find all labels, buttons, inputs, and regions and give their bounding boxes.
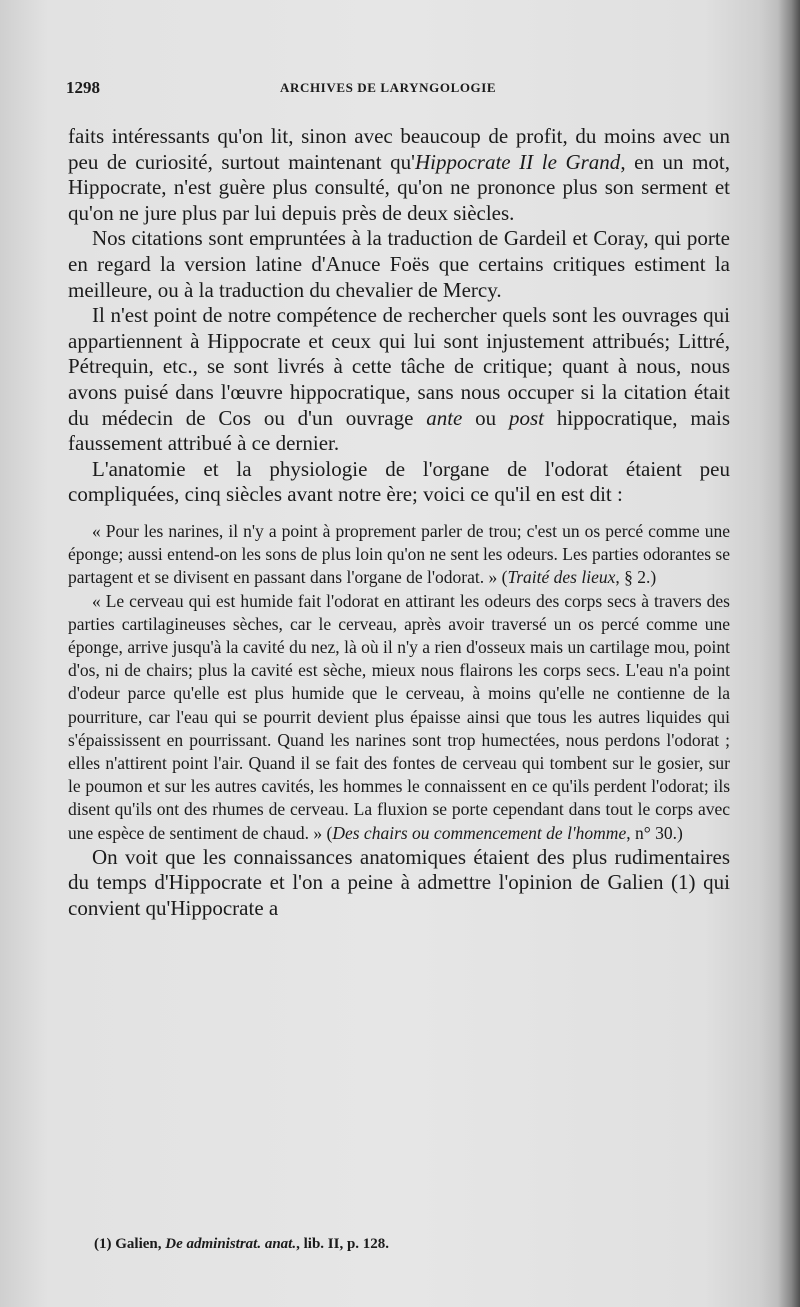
paragraph-3-ou: ou [462,405,509,430]
paragraph-1-italic: Hippocrate II le Grand [414,149,621,174]
quotation-1-reference: Traité des lieux [507,567,616,588]
journal-title: ARCHIVES DE LARYNGOLOGIE [280,80,497,95]
page-number: 1298 [66,78,100,97]
footnote-text-a: (1) Galien, [94,1236,166,1252]
paragraph-3-post: post [509,405,545,430]
running-head [66,78,726,102]
quotation-1-text-a: « Pour les narines, il n'y a point à proprement parler de trou; c'est un os percé comme une éponge; aussi entend-on les sons de plus loin qu'on ne sent les odeurs. Les parties odorantes se partagent et se divisent en passant dans l'organe de l'odorat. » ( [68,520,730,588]
footnote [94,1236,734,1253]
paragraph-1-text-b: , en un mot, Hippocrate, n'est guère plus consulté, qu'on ne prononce plus son serment et qu'on ne jure plus par lui depuis près de deux siècles. [68,149,731,225]
paragraph-3-text-b: hippocratique, mais faussement attribué à ce dernier. [68,405,731,456]
body-text [68,124,730,922]
paragraph-1-text-a: faits intéressants qu'on lit, sinon avec beaucoup de profit, du moins avec un peu de curiosité, surtout maintenant qu' [68,124,730,174]
paragraph-conclusion: On voit que les connaissances anatomiques étaient des plus rudimentaires du temps d'Hippocrate et l'on a peine à admettre l'opinion de Galien (1) qui convient qu'Hippocrate a [68,844,730,920]
paragraph-4: L'anatomie et la physiologie de l'organe de l'odorat étaient peu compliquées, cinq siècles avant notre ère; voici ce qu'il en est dit : [68,456,730,507]
paragraph-3-text-a: Il n'est point de notre compétence de rechercher quels sont les ouvrages qui appartiennent à Hippocrate et ceux qui lui sont injustement attribués; Littré, Pétrequin, etc., se sont livrés à cette tâche de critique; quant à nous, nous avons puisé dans l'œuvre hippocratique, sans nous occuper si la citation était du médecin de Cos ou d'un ouvrage [68,303,730,430]
paragraph-3 [68,303,730,457]
quotation-1 [68,520,730,590]
quotation-block [68,520,730,845]
quotation-2 [68,590,730,845]
paragraph-2: Nos citations sont empruntées à la traduction de Gardeil et Coray, qui porte en regard la version latine d'Anuce Foës que certains critiques estiment la meilleure, ou à la traduction du chevalier de Mercy. [68,226,730,302]
footnote-italic: De administrat. anat. [165,1236,297,1252]
quotation-2-text-b: , n° 30.) [626,822,683,843]
quotation-2-reference: Des chairs ou commencement de l'homme [332,822,627,843]
quotation-2-text-a: « Le cerveau qui est humide fait l'odorat en attirant les odeurs des corps secs à travers des parties cartilagineuses sèches, car le cerveau, après avoir traversé un os percé comme une éponge, arrive jusqu'à la cavité du nez, là où il n'y a rien d'osseux mais un cartilage mou, point d'os, ni de chairs; plus la cavité est sèche, mieux nous flairons les corps secs. L'eau n'a point d'odeur parce qu'elle est plus humide que le cerveau, à moins qu'elle ne contienne de la pourriture, car l'eau qui se pourrit devient plus épaisse ainsi que tous les autres liquides qui s'épaississent en pourrissant. Quand les narines sont trop humectées, nous perdons l'odorat ; elles n'attirent point l'air. Quand il se fait des fontes de cerveau qui tombent sur le gosier, sur le poumon et sur les autres cavités, les hommes le connaissent en ce qu'ils perdent l'odorat; ils disent qu'ils ont des rhumes de cerveau. La fluxion se porte cependant dans tout le corps avec une espèce de sentiment de chaud. » ( [68,590,730,843]
paragraph-3-ante: ante [426,405,463,430]
paragraph-1 [68,124,730,226]
page-spine-shadow [778,0,800,1307]
quotation-1-text-b: , § 2.) [615,567,657,588]
footnote-text-b: , lib. II, p. 128. [296,1236,390,1252]
